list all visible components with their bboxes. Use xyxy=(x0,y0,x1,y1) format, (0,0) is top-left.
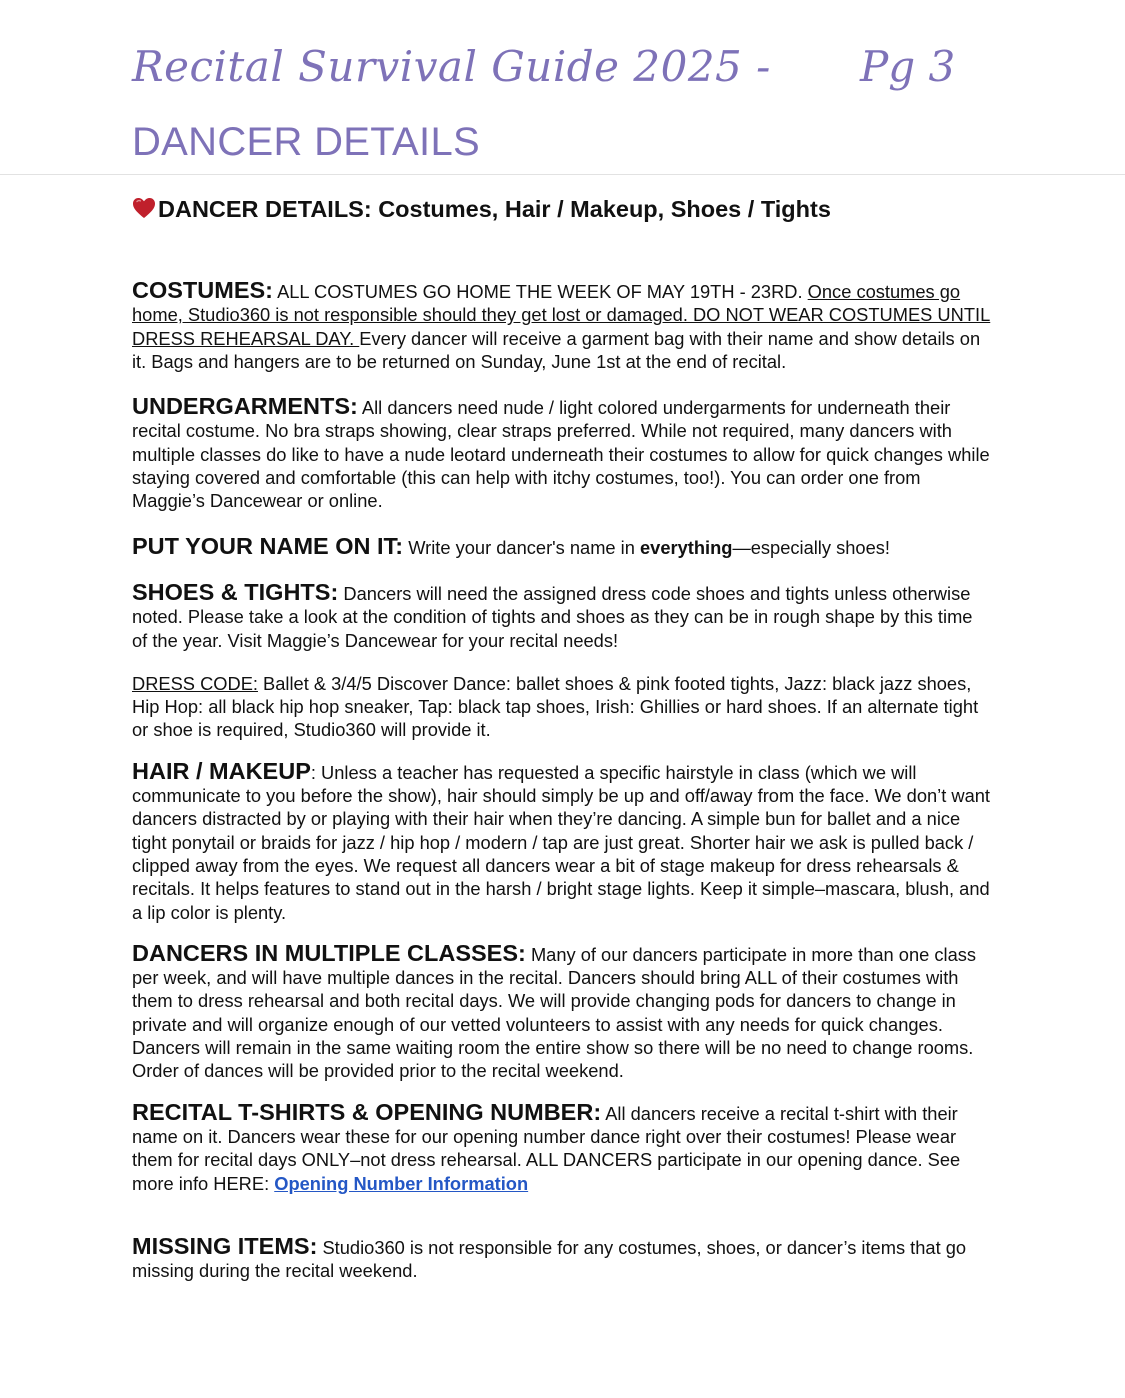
costumes-text-1: ALL COSTUMES GO HOME THE WEEK OF MAY 19TH - 23RD. xyxy=(273,281,808,302)
shoes-tights-text: Dancers will need the assigned dress code shoes and tights unless otherwise noted. Please take a look at the condition of tights and shoes as they can be in rough shape by this time of the year. Visit Maggie’s Dancewear for your recital needs! xyxy=(132,582,973,651)
tshirts-text: All dancers receive a recital t-shirt with their name on it. Dancers wear these for our opening number dance right over their costumes! Please wear them for recital days ONLY–not dress rehearsal. ALL DANCERS participate in our opening dance. See more info HERE: xyxy=(132,1102,961,1194)
dress-code-text: Ballet & 3/4/5 Discover Dance: ballet shoes & pink footed tights, Jazz: black jazz shoes, Hip Hop: all black hip hop sneaker, Tap: black tap shoes, Irish: Ghillies or hard shoes. If an alternate tight or shoe is required, Studio360 will provide it. xyxy=(132,672,979,741)
dress-code-label: DRESS CODE: xyxy=(132,672,258,694)
main-heading xyxy=(132,196,992,223)
page-number: Pg 3 xyxy=(860,42,956,91)
hair-makeup-heading: HAIR / MAKEUP xyxy=(132,757,311,784)
undergarments-section xyxy=(132,395,992,512)
red-heart-icon xyxy=(132,197,156,219)
hair-makeup-section xyxy=(132,757,992,924)
shoes-tights-heading: SHOES & TIGHTS: xyxy=(132,578,339,605)
missing-items-section xyxy=(132,1232,992,1283)
costumes-section xyxy=(132,279,992,373)
multiple-classes-heading: DANCERS IN MULTIPLE CLASSES: xyxy=(132,939,526,966)
costumes-text-2: Every dancer will receive a garment bag with their name and show details on it. Bags and hangers are to be returned on Sunday, June 1st at the end of recital. xyxy=(132,327,981,372)
tshirts-section xyxy=(132,1098,992,1195)
put-name-text-2: —especially shoes! xyxy=(732,536,890,558)
put-name-text-1: Write your dancer's name in xyxy=(403,536,640,558)
section-title: DANCER DETAILS xyxy=(132,120,480,164)
put-name-section xyxy=(132,532,992,559)
hair-makeup-text: : Unless a teacher has requested a specific hairstyle in class (which we will communicate to you before the show), hair should simply be up and off/away from the face. We don’t want dancers distracted by or playing with their hair when they’re dancing. A simple bun for ballet and a nice tight ponytail or braids for jazz / hip hop / modern / tap are just great. Shorter hair we ask is pulled back / clipped away from the eyes. We request all dancers wear a bit of stage makeup for dress rehearsals & recitals. It helps features to stand out in the harsh / bright stage lights. Keep it simple–mascara, blush, and a lip color is plenty. xyxy=(132,761,990,923)
opening-number-link[interactable]: Opening Number Information xyxy=(274,1172,529,1194)
dress-code-section xyxy=(132,672,992,742)
undergarments-text: All dancers need nude / light colored undergarments for underneath their recital costume. No bra straps showing, clear straps preferred. While not required, many dancers with multiple classes do like to have a nude leotard underneath their costumes to allow for quick changes while staying covered and comfortable (this can help with itchy costumes, too!). You can order one from Maggie’s Dancewear or online. xyxy=(132,397,990,512)
multiple-classes-text: Many of our dancers participate in more than one class per week, and will have multiple dances in the recital. Dancers should bring ALL of their costumes with them to dress rehearsal and both recital days. We will provide changing pods for dancers to change in private and will organize enough of our vetted volunteers to assist with any needs for quick changes. Dancers will remain in the same waiting room the entire show so there will be no need to change rooms. Order of dances will be provided prior to the recital weekend. xyxy=(132,943,977,1082)
page-content xyxy=(132,196,992,1282)
costumes-underlined-text: Once costumes go home, Studio360 is not responsible should they get lost or damaged. DO NOT WEAR COSTUMES UNTIL DRESS REHEARSAL DAY. xyxy=(132,281,991,349)
missing-items-text: Studio360 is not responsible for any costumes, shoes, or dancer’s items that go missing during the recital weekend. xyxy=(132,1236,967,1282)
missing-items-heading: MISSING ITEMS: xyxy=(132,1232,318,1259)
put-name-heading: PUT YOUR NAME ON IT: xyxy=(132,532,404,559)
guide-title: Recital Survival Guide 2025 - xyxy=(132,42,771,91)
costumes-heading: COSTUMES: xyxy=(132,277,273,303)
tshirts-heading: RECITAL T-SHIRTS & OPENING NUMBER: xyxy=(132,1098,602,1125)
put-name-bold-text: everything xyxy=(640,536,733,558)
page-header xyxy=(0,0,1125,175)
main-heading-text: DANCER DETAILS: Costumes, Hair / Makeup, Shoes / Tights xyxy=(158,196,831,222)
shoes-tights-section xyxy=(132,578,992,652)
multiple-classes-section xyxy=(132,939,992,1083)
undergarments-heading: UNDERGARMENTS: xyxy=(132,393,358,420)
